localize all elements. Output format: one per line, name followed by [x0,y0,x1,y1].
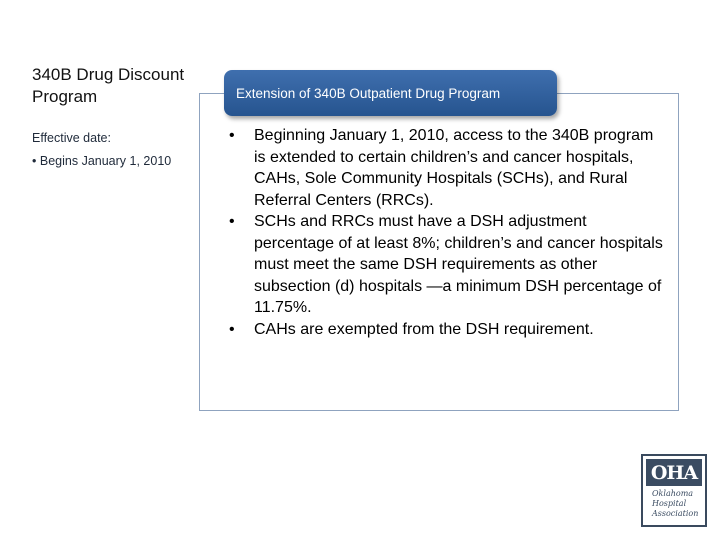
section-header [224,70,557,116]
effective-date-value: Begins January 1, 2010 [39,154,172,168]
list-item-text: Beginning January 1, 2010, access to the 340B program is extended to certain children’s and cancer hospitals, CAHs, Sole Community Hospitals (SCHs), and Rural Referral Centers (RRCs). [254,127,654,209]
oha-logo [641,454,707,527]
bullet-dot: • [229,127,235,144]
effective-date-item [32,154,171,168]
logo-name-line: Hospital [652,499,687,508]
slide-title: 340B Drug Discount Program [32,65,185,106]
bullet-list [229,125,669,340]
list-item [229,211,669,319]
logo-name-line: Association [652,509,699,518]
list-item [229,319,669,341]
list-item [229,125,669,211]
logo-mark: OHA [646,459,702,486]
bullet-dot: • [229,213,235,230]
logo-name-line: Oklahoma [652,489,694,498]
section-header-text: Extension of 340B Outpatient Drug Program [236,85,501,101]
effective-date-label: Effective date: [32,131,111,145]
list-item-text: SCHs and RRCs must have a DSH adjustment percentage of at least 8%; children’s and cancer hospitals must meet the same DSH requirements as other subsection (d) hospitals —a minimum DSH percentage of 11.75%. [254,213,663,316]
logo-name [652,489,704,519]
bullet-dot: • [32,154,37,168]
list-item-text: CAHs are exempted from the DSH requirement. [254,320,594,338]
bullet-dot: • [229,320,235,338]
